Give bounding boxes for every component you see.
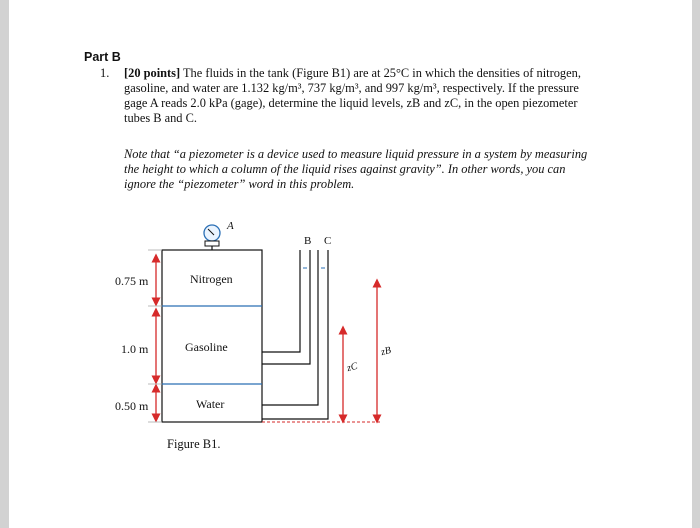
question-line-2: gasoline, and water are 1.132 kg/m³, 737 kg/m³, and 997 kg/m³, respectively. If the pressure [124,81,579,95]
gasoline-label: Gasoline [185,340,228,354]
question-line-1: The fluids in the tank (Figure B1) are at 25°C in which the densities of nitrogen, [182,66,581,80]
piezometer-tube-b [262,250,310,364]
tube-c-label: C [324,235,332,247]
nitrogen-height-label: 0.75 m [115,274,149,288]
zb-label: zB [379,344,393,359]
water-label: Water [196,397,225,411]
note-line-1: Note that “a piezometer is a device used to measure liquid pressure in a system by measuring [124,147,588,161]
piezometer-tube-c [262,250,328,419]
question-line-4: tubes B and C. [124,111,197,125]
question-points: [20 points] [124,66,181,80]
nitrogen-label: Nitrogen [190,272,233,286]
gasoline-height-label: 1.0 m [121,342,149,356]
pressure-gage [204,225,220,250]
question-line-3: gage A reads 2.0 kPa (gage), determine the liquid levels, zB and zC, in the open piezometer [124,96,578,110]
gage-label: A [227,220,234,232]
question-number: 1. [100,66,110,80]
figure-caption: Figure B1. [167,437,221,451]
zc-label: zC [345,360,359,375]
left-dimension-arrows [148,250,162,422]
note-line-2: the height to which a column of the liquid rises against gravity”. In other words, you can [124,162,566,176]
tube-b-label: B [304,235,312,247]
water-height-label: 0.50 m [115,399,149,413]
gage-fitting [205,241,219,246]
part-title: Part B [84,50,121,64]
note-line-3: ignore the “piezometer” word in this problem. [124,177,355,191]
